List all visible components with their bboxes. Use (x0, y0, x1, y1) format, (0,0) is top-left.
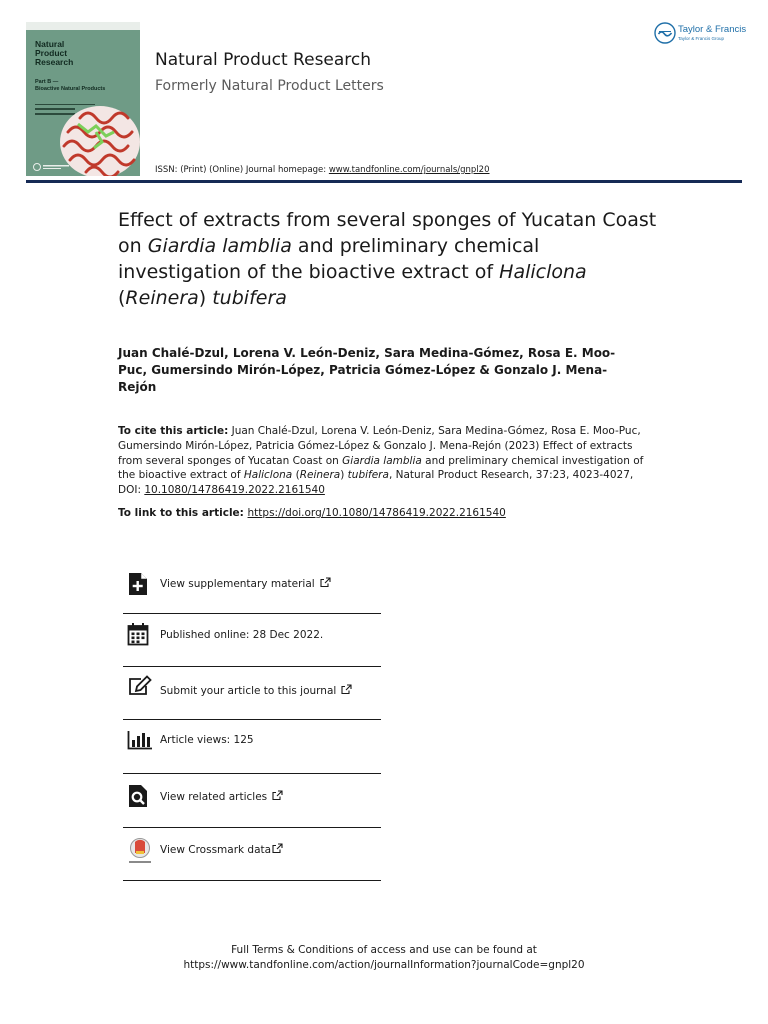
action-label (160, 790, 283, 803)
article-title-italic-run: Giardia lamblia (147, 235, 292, 257)
action-label (160, 843, 283, 856)
calendar-icon (127, 622, 149, 646)
article-authors: Juan Chalé-Dzul, Lorena V. León-Deniz, Sara Medina-Gómez, Rosa E. Moo-Puc, Gumersindo Mirón-López, Patricia Gómez-López & Gonzalo J. Mena-Rejón (118, 346, 616, 394)
external-link-icon (320, 577, 331, 588)
citation-run: ( (292, 469, 300, 482)
action-submit-article[interactable] (123, 667, 381, 720)
cover-publisher-logo (32, 162, 72, 172)
action-label-text: View Crossmark data (160, 844, 272, 856)
issn-prefix: ISSN: (Print) (Online) Journal homepage: (155, 165, 329, 175)
publisher-logo[interactable] (654, 22, 746, 48)
external-link-icon (341, 684, 352, 695)
action-label (160, 577, 331, 590)
cover-subtitle-line: Part B — (35, 79, 59, 85)
header-divider (26, 180, 742, 183)
article-link-line (118, 507, 658, 519)
article-title-italic-run: tubifera (212, 287, 287, 309)
publisher-name: Taylor & Francis (678, 24, 747, 35)
cover-top-strip (26, 22, 140, 30)
citation-italic-run: Haliclona (243, 469, 293, 482)
citation-run: and preliminary chemical investigation of the bioactive extract of (118, 454, 644, 482)
article-title (118, 207, 658, 311)
action-label-text: View related articles (160, 791, 268, 803)
action-published-online (123, 614, 381, 667)
article-title-italic-run: Reinera (125, 287, 199, 309)
article-doi-link[interactable]: https://doi.org/10.1080/14786419.2022.2161540 (247, 507, 506, 519)
action-label (160, 684, 352, 697)
action-label: Article views: 125 (160, 734, 254, 746)
article-title-run: ) (198, 287, 213, 309)
action-label-text: Submit your article to this journal (160, 685, 337, 697)
citation-run: ) (340, 469, 348, 482)
journal-homepage-link[interactable]: www.tandfonline.com/journals/gnpl20 (328, 165, 490, 175)
footer-line-1: Full Terms & Conditions of access and use can be found at (231, 944, 537, 956)
article-title-run: and preliminary chemical investigation of the bioactive extract of (118, 235, 540, 283)
action-crossmark[interactable] (123, 828, 381, 881)
action-label-text: View supplementary material (160, 578, 315, 590)
action-related-articles[interactable] (123, 774, 381, 828)
citation-label: To cite this article: (118, 425, 229, 437)
external-link-icon (272, 843, 283, 854)
action-label: Published online: 28 Dec 2022. (160, 629, 324, 641)
footer-terms (0, 943, 768, 973)
cover-subtitle (35, 79, 135, 92)
cover-title-line: Product (35, 48, 68, 58)
supplementary-icon (127, 572, 149, 596)
action-supplementary[interactable] (123, 560, 381, 614)
citation-italic-run: Giardia lamblia (342, 454, 422, 467)
crossmark-icon (127, 837, 153, 865)
publisher-group: Taylor & Francis Group (678, 36, 725, 41)
citation-block (118, 424, 658, 498)
edit-icon (127, 675, 153, 697)
cover-title-line: Research (35, 57, 74, 67)
citation-doi-link[interactable]: 10.1080/14786419.2022.2161540 (144, 484, 325, 497)
article-title-italic-run: Haliclona (499, 261, 587, 283)
article-title-run: Effect of extracts from several sponges of Yucatan Coast on (118, 209, 657, 257)
article-actions-list (123, 560, 381, 881)
action-article-views (123, 720, 381, 774)
cover-subtitle-line: Bioactive Natural Products (35, 85, 106, 92)
cover-title (35, 40, 135, 67)
bar-chart-icon (127, 730, 153, 750)
journal-cover (26, 22, 140, 176)
citation-run: Juan Chalé-Dzul, Lorena V. León-Deniz, Sara Medina-Gómez, Rosa E. Moo-Puc, Gumersindo Mirón-López, Patricia Gómez-López & Gonzalo J. Mena-Rejón (2023) Effect of extracts from several sponges of Yucatan Coast on (118, 425, 641, 467)
related-search-icon (127, 784, 149, 808)
journal-subtitle: Formerly Natural Product Letters (155, 78, 384, 94)
citation-italic-run: tubifera (347, 469, 389, 482)
article-link-label: To link to this article: (118, 507, 248, 519)
cover-title-line: Natural (35, 39, 65, 49)
publisher-logo-icon (654, 22, 676, 44)
external-link-icon (272, 790, 283, 801)
issn-line (155, 165, 490, 175)
article-title-run: ( (118, 287, 126, 309)
footer-terms-link[interactable]: https://www.tandfonline.com/action/journalInformation?journalCode=gnpl20 (183, 959, 585, 971)
citation-run: , Natural Product Research, 37:23, 4023-4027, DOI: (118, 469, 634, 497)
journal-title: Natural Product Research (155, 50, 372, 70)
citation-italic-run: Reinera (299, 469, 341, 482)
